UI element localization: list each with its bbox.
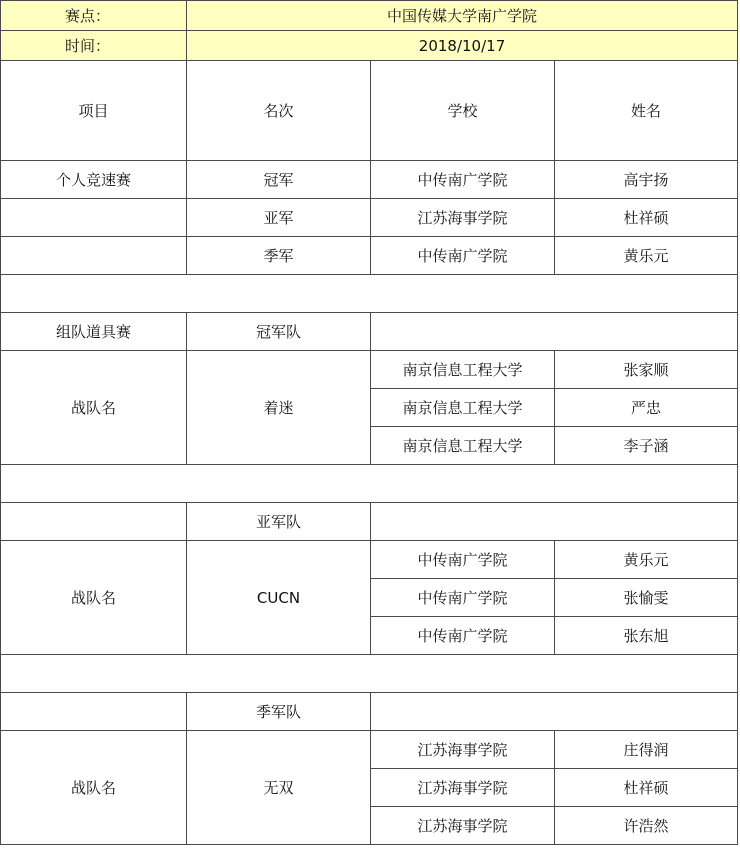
spacer-cell — [1, 655, 738, 693]
name-cell: 张家顺 — [555, 351, 738, 389]
school-cell: 江苏海事学院 — [371, 807, 555, 845]
column-header-name: 姓名 — [555, 61, 738, 161]
empty-cell — [371, 693, 738, 731]
school-cell: 中传南广学院 — [371, 237, 555, 275]
name-cell: 庄得润 — [555, 731, 738, 769]
name-cell: 许浩然 — [555, 807, 738, 845]
team-name-cell: 无双 — [187, 731, 371, 845]
venue-row — [1, 1, 738, 31]
empty-cell — [1, 503, 187, 541]
rank-cell: 亚军 — [187, 199, 371, 237]
school-cell: 中传南广学院 — [371, 541, 555, 579]
team-place-label: 冠军队 — [187, 313, 371, 351]
school-cell: 南京信息工程大学 — [371, 389, 555, 427]
school-cell: 中传南广学院 — [371, 579, 555, 617]
time-row — [1, 31, 738, 61]
team-place-row — [1, 693, 738, 731]
name-cell: 张东旭 — [555, 617, 738, 655]
rank-cell: 冠军 — [187, 161, 371, 199]
school-cell: 江苏海事学院 — [371, 731, 555, 769]
empty-cell — [1, 693, 187, 731]
name-cell: 黄乐元 — [555, 237, 738, 275]
name-cell: 杜祥硕 — [555, 769, 738, 807]
individual-event-label: 个人竞速赛 — [1, 161, 187, 199]
team-name-cell: CUCN — [187, 541, 371, 655]
spacer-row — [1, 465, 738, 503]
name-cell: 李子涵 — [555, 427, 738, 465]
spacer-row — [1, 655, 738, 693]
table-row — [1, 541, 738, 579]
team-place-label: 亚军队 — [187, 503, 371, 541]
team-place-label: 季军队 — [187, 693, 371, 731]
time-value: 2018/10/17 — [187, 31, 738, 61]
school-cell: 南京信息工程大学 — [371, 427, 555, 465]
team-place-row — [1, 313, 738, 351]
name-cell: 高宇扬 — [555, 161, 738, 199]
name-cell: 张愉雯 — [555, 579, 738, 617]
venue-label: 赛点： — [1, 1, 187, 31]
name-cell: 黄乐元 — [555, 541, 738, 579]
school-cell: 中传南广学院 — [371, 161, 555, 199]
team-event-label: 组队道具赛 — [1, 313, 187, 351]
school-cell: 中传南广学院 — [371, 617, 555, 655]
team-place-row — [1, 503, 738, 541]
empty-cell — [371, 313, 738, 351]
empty-cell — [1, 199, 187, 237]
school-cell: 南京信息工程大学 — [371, 351, 555, 389]
school-cell: 江苏海事学院 — [371, 199, 555, 237]
spacer-cell — [1, 465, 738, 503]
empty-cell — [371, 503, 738, 541]
spacer-cell — [1, 275, 738, 313]
team-label-cell: 战队名 — [1, 541, 187, 655]
table-row — [1, 199, 738, 237]
venue-value: 中国传媒大学南广学院 — [187, 1, 738, 31]
team-label-cell: 战队名 — [1, 351, 187, 465]
name-cell: 杜祥硕 — [555, 199, 738, 237]
spacer-row — [1, 275, 738, 313]
rank-cell: 季军 — [187, 237, 371, 275]
table-row — [1, 161, 738, 199]
column-header-rank: 名次 — [187, 61, 371, 161]
table-row — [1, 237, 738, 275]
table-row — [1, 351, 738, 389]
name-cell: 严忠 — [555, 389, 738, 427]
column-header-school: 学校 — [371, 61, 555, 161]
table-row — [1, 731, 738, 769]
column-header-row — [1, 61, 738, 161]
column-header-event: 项目 — [1, 61, 187, 161]
school-cell: 江苏海事学院 — [371, 769, 555, 807]
team-label-cell: 战队名 — [1, 731, 187, 845]
empty-cell — [1, 237, 187, 275]
time-label: 时间： — [1, 31, 187, 61]
team-name-cell: 着迷 — [187, 351, 371, 465]
